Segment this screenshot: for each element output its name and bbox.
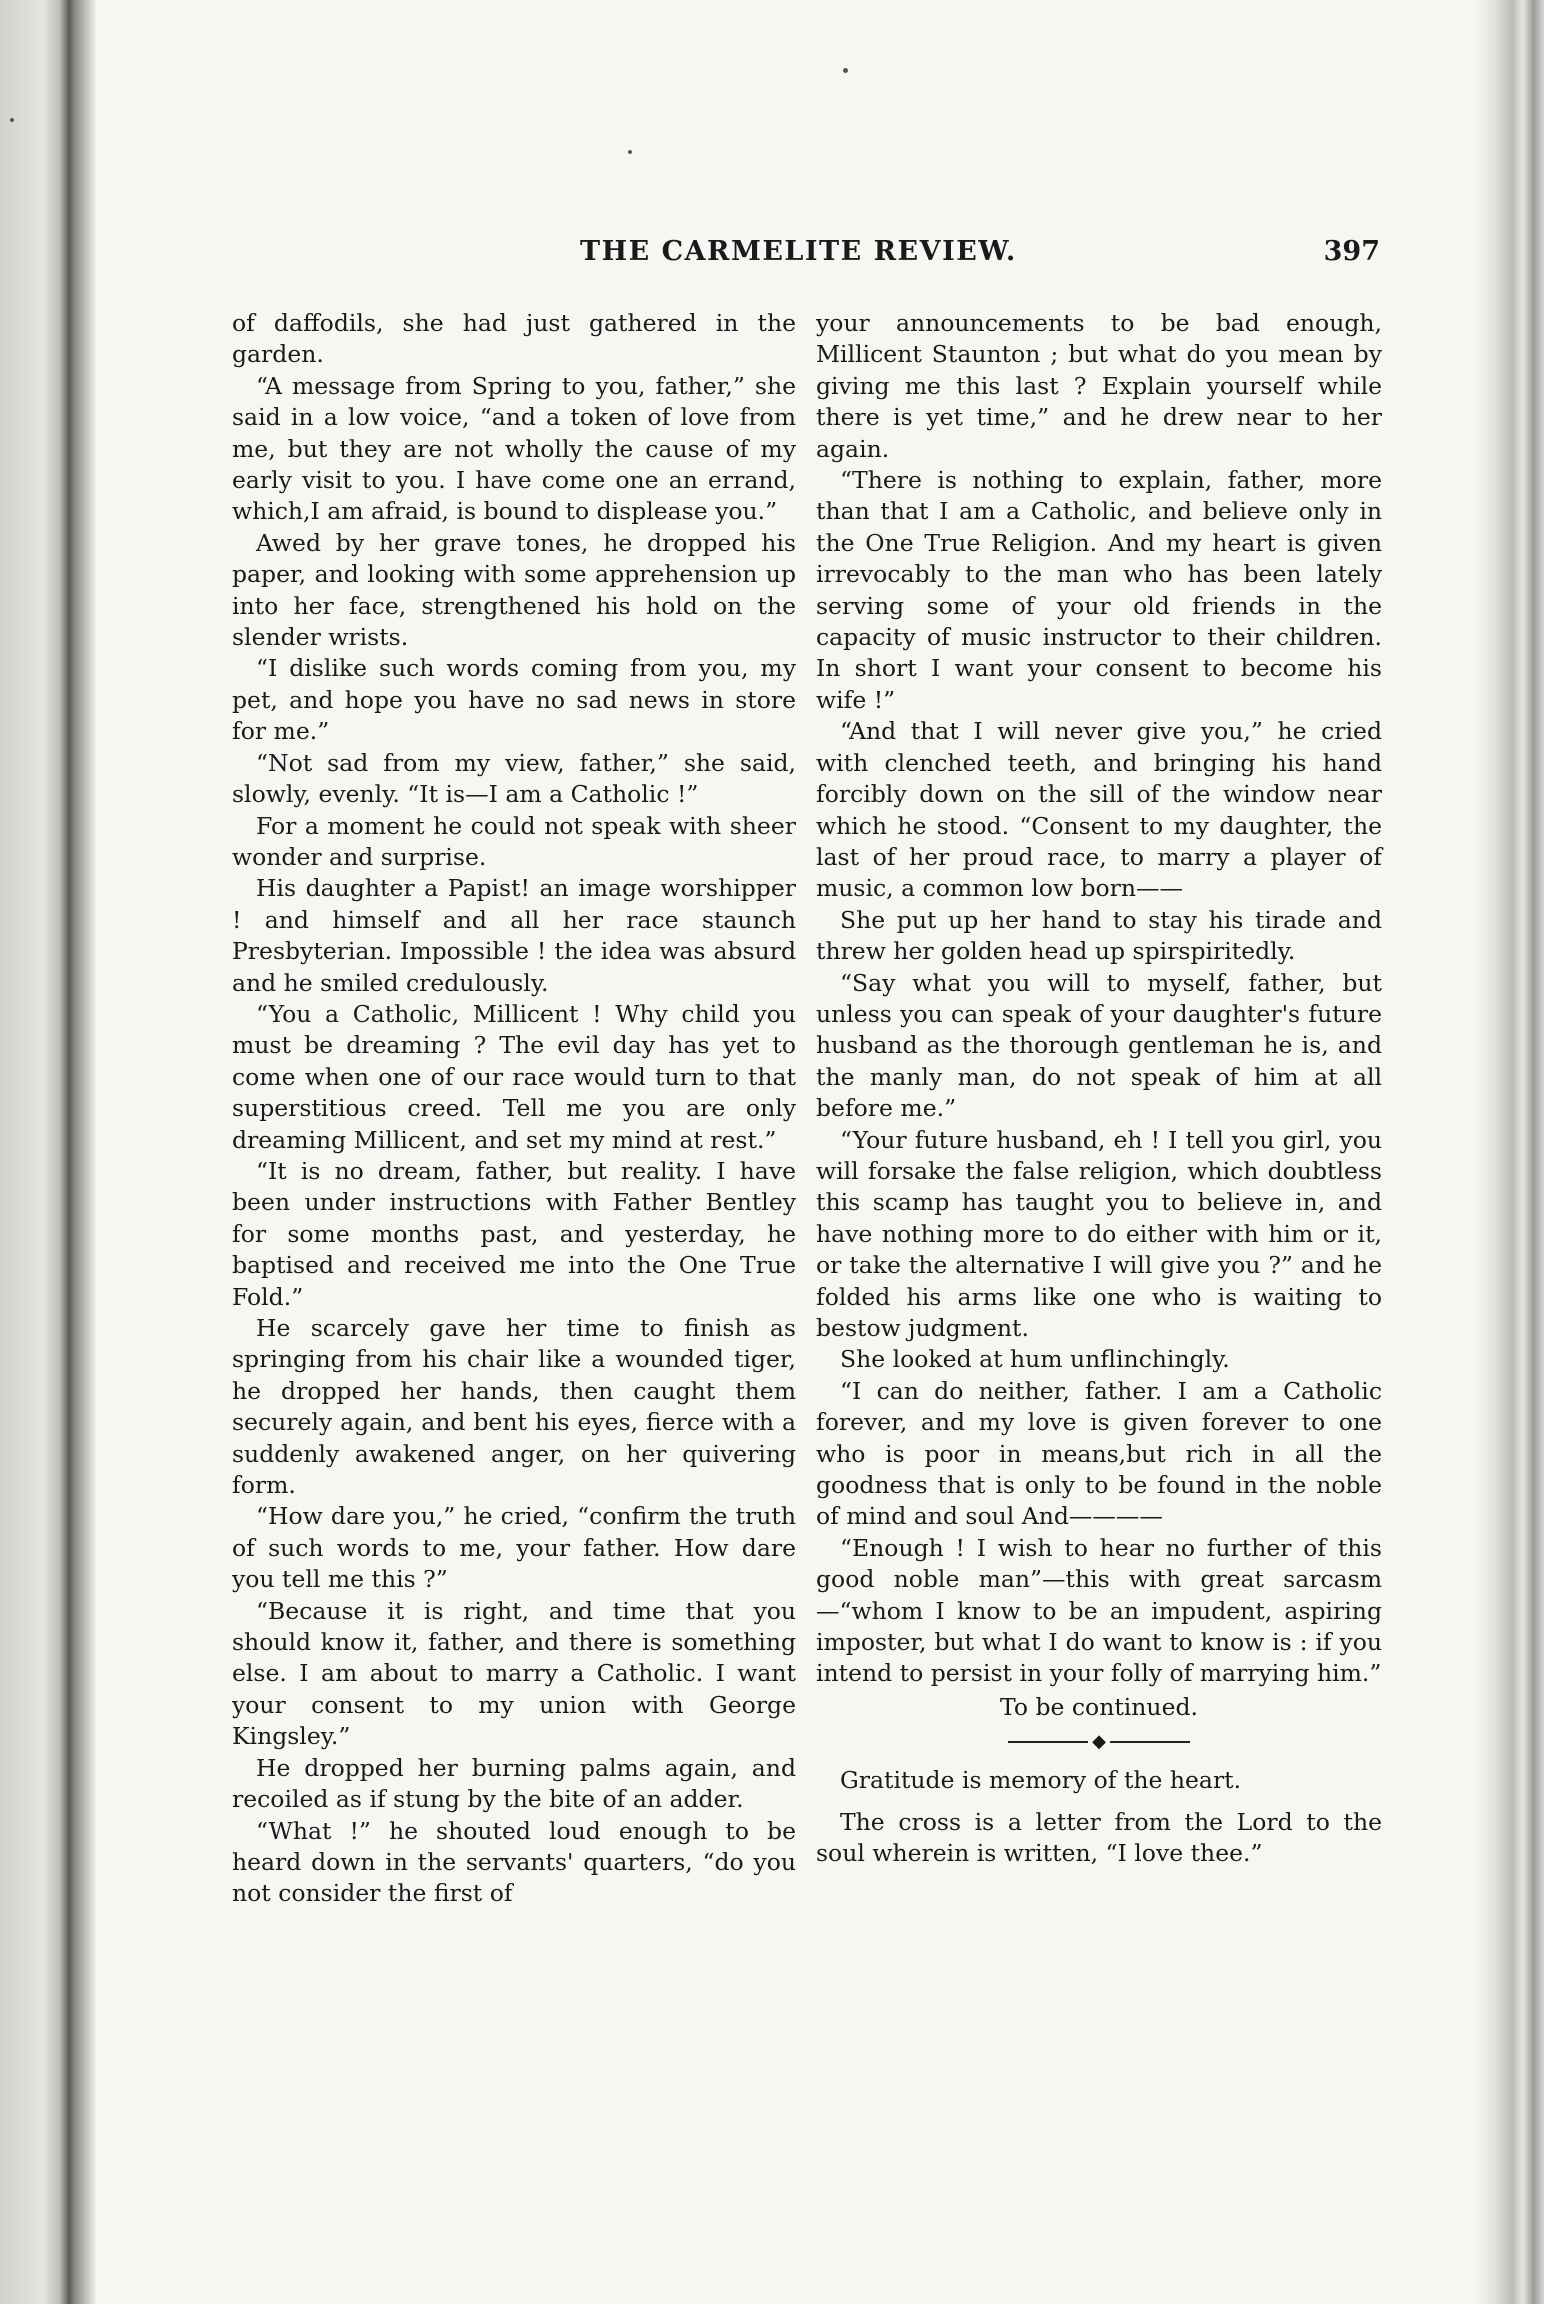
- running-header: [230, 236, 1380, 276]
- paragraph: of daffodils, she had just gathered in the garden.: [232, 309, 796, 369]
- journal-title: THE CARMELITE REVIEW.: [580, 236, 1017, 267]
- paragraph: Awed by her grave tones, he dropped his paper, and looking with some apprehension up into her face, strengthened his hold on the slender wrists.: [232, 528, 796, 652]
- paragraph: He dropped her burning palms again, and recoiled as if stung by the bite of an adder.: [232, 1753, 796, 1814]
- divider-rule: [1008, 1741, 1088, 1743]
- left-column: [232, 308, 796, 1910]
- paragraph: She put up her hand to stay his tirade and threw her golden head up spirspiritedly.: [816, 905, 1382, 966]
- right-column: [816, 308, 1382, 1870]
- paragraph: She looked at hum unflinchingly.: [840, 1345, 1230, 1374]
- paragraph: For a moment he could not speak with sheer wonder and surprise.: [232, 811, 796, 871]
- paragraph: “You a Catholic, Millicent ! Why child you must be dreaming ? The evil day has yet to come when one of our race would turn to that superstitious creed. Tell me you are only dreaming Millicent, and set my mind at rest.”: [232, 999, 796, 1154]
- paragraph: “Say what you will to myself, father, but unless you can speak of your daughter's future husband as the thorough gentleman he is, and the manly man, do not speak of him at all before me.”: [816, 968, 1382, 1123]
- scan-speck: [628, 150, 632, 154]
- section-divider: [816, 1729, 1382, 1755]
- paragraph: your announcements to be bad enough, Millicent Staunton ; but what do you mean by giving me this last ? Explain yourself while there is yet time,” and he drew near to her again.: [816, 309, 1382, 463]
- paragraph: “It is no dream, father, but reality. I have been under instructions with Father Bentley for some months past, and yesterday, he baptised and received me into the One True Fold.”: [232, 1156, 796, 1311]
- page-edge: [1474, 0, 1544, 2304]
- paragraph: “Your future husband, eh ! I tell you girl, you will forsake the false religion, which doubtless this scamp has taught you to believe in, and have nothing more to do either with him or it, or take the alternative I will give you ?” and he folded his arms like one who is waiting to bestow judgment.: [816, 1125, 1382, 1342]
- diamond-ornament-icon: ◆: [1092, 1731, 1106, 1753]
- scan-speck: [10, 118, 14, 122]
- divider-rule: [1110, 1741, 1190, 1743]
- binding-shadow: [0, 0, 96, 2304]
- paragraph: “And that I will never give you,” he cried with clenched teeth, and bringing his hand forcibly down on the sill of the window near which he stood. “Consent to my daughter, the last of her proud race, to marry a player of music, a common low born——: [816, 717, 1382, 903]
- paragraph: “A message from Spring to you, father,” she said in a low voice, “and a token of love from me, but they are not wholly the cause of my early visit to you. I have come one an errand, which,I am afraid, is bound to displease you.”: [232, 371, 796, 526]
- maxim: Gratitude is memory of the heart.: [840, 1766, 1242, 1795]
- scan-speck: [843, 68, 848, 73]
- paragraph: “I can do neither, father. I am a Catholic forever, and my love is given forever to one who is poor in means,but rich in all the goodness that is only to be found in the noble of mind and soul And————: [816, 1376, 1382, 1531]
- paragraph: “What !” he shouted loud enough to be heard down in the servants' quarters, “do you not consider the first of: [232, 1816, 796, 1908]
- page-number: 397: [1323, 236, 1380, 267]
- paragraph: His daughter a Papist! an image worshipper ! and himself and all her race staunch Presbyterian. Impossible ! the idea was absurd and he smiled credulously.: [232, 874, 796, 997]
- paragraph: “There is nothing to explain, father, more than that I am a Catholic, and believe only in the One True Religion. And my heart is given irrevocably to the man who has been lately serving some of your old friends in the capacity of music instructor to their children. In short I want your consent to become his wife !”: [816, 466, 1382, 714]
- paragraph: “How dare you,” he cried, “confirm the truth of such words to me, your father. How dare you tell me this ?”: [232, 1502, 796, 1594]
- paragraph: He scarcely gave her time to finish as springing from his chair like a wounded tiger, he dropped her hands, then caught them securely again, and bent his eyes, fierce with a suddenly awakened anger, on her quivering form.: [232, 1314, 796, 1500]
- maxim: The cross is a letter from the Lord to the soul wherein is written, “I love thee.”: [816, 1807, 1382, 1868]
- paragraph: “Enough ! I wish to hear no further of this good noble man”—this with great sarcasm—“whom I know to be an impudent, aspiring imposter, but what I do want to know is : if you intend to persist in your folly of marrying him.”: [816, 1533, 1382, 1688]
- to-be-continued: To be continued.: [1000, 1692, 1198, 1721]
- paragraph: “I dislike such words coming from you, my pet, and hope you have no sad news in store for me.”: [232, 654, 796, 746]
- paragraph: “Not sad from my view, father,” she said, slowly, evenly. “It is—I am a Catholic !”: [232, 748, 796, 809]
- paragraph: “Because it is right, and time that you should know it, father, and there is something else. I am about to marry a Catholic. I want your consent to my union with George Kingsley.”: [232, 1596, 796, 1751]
